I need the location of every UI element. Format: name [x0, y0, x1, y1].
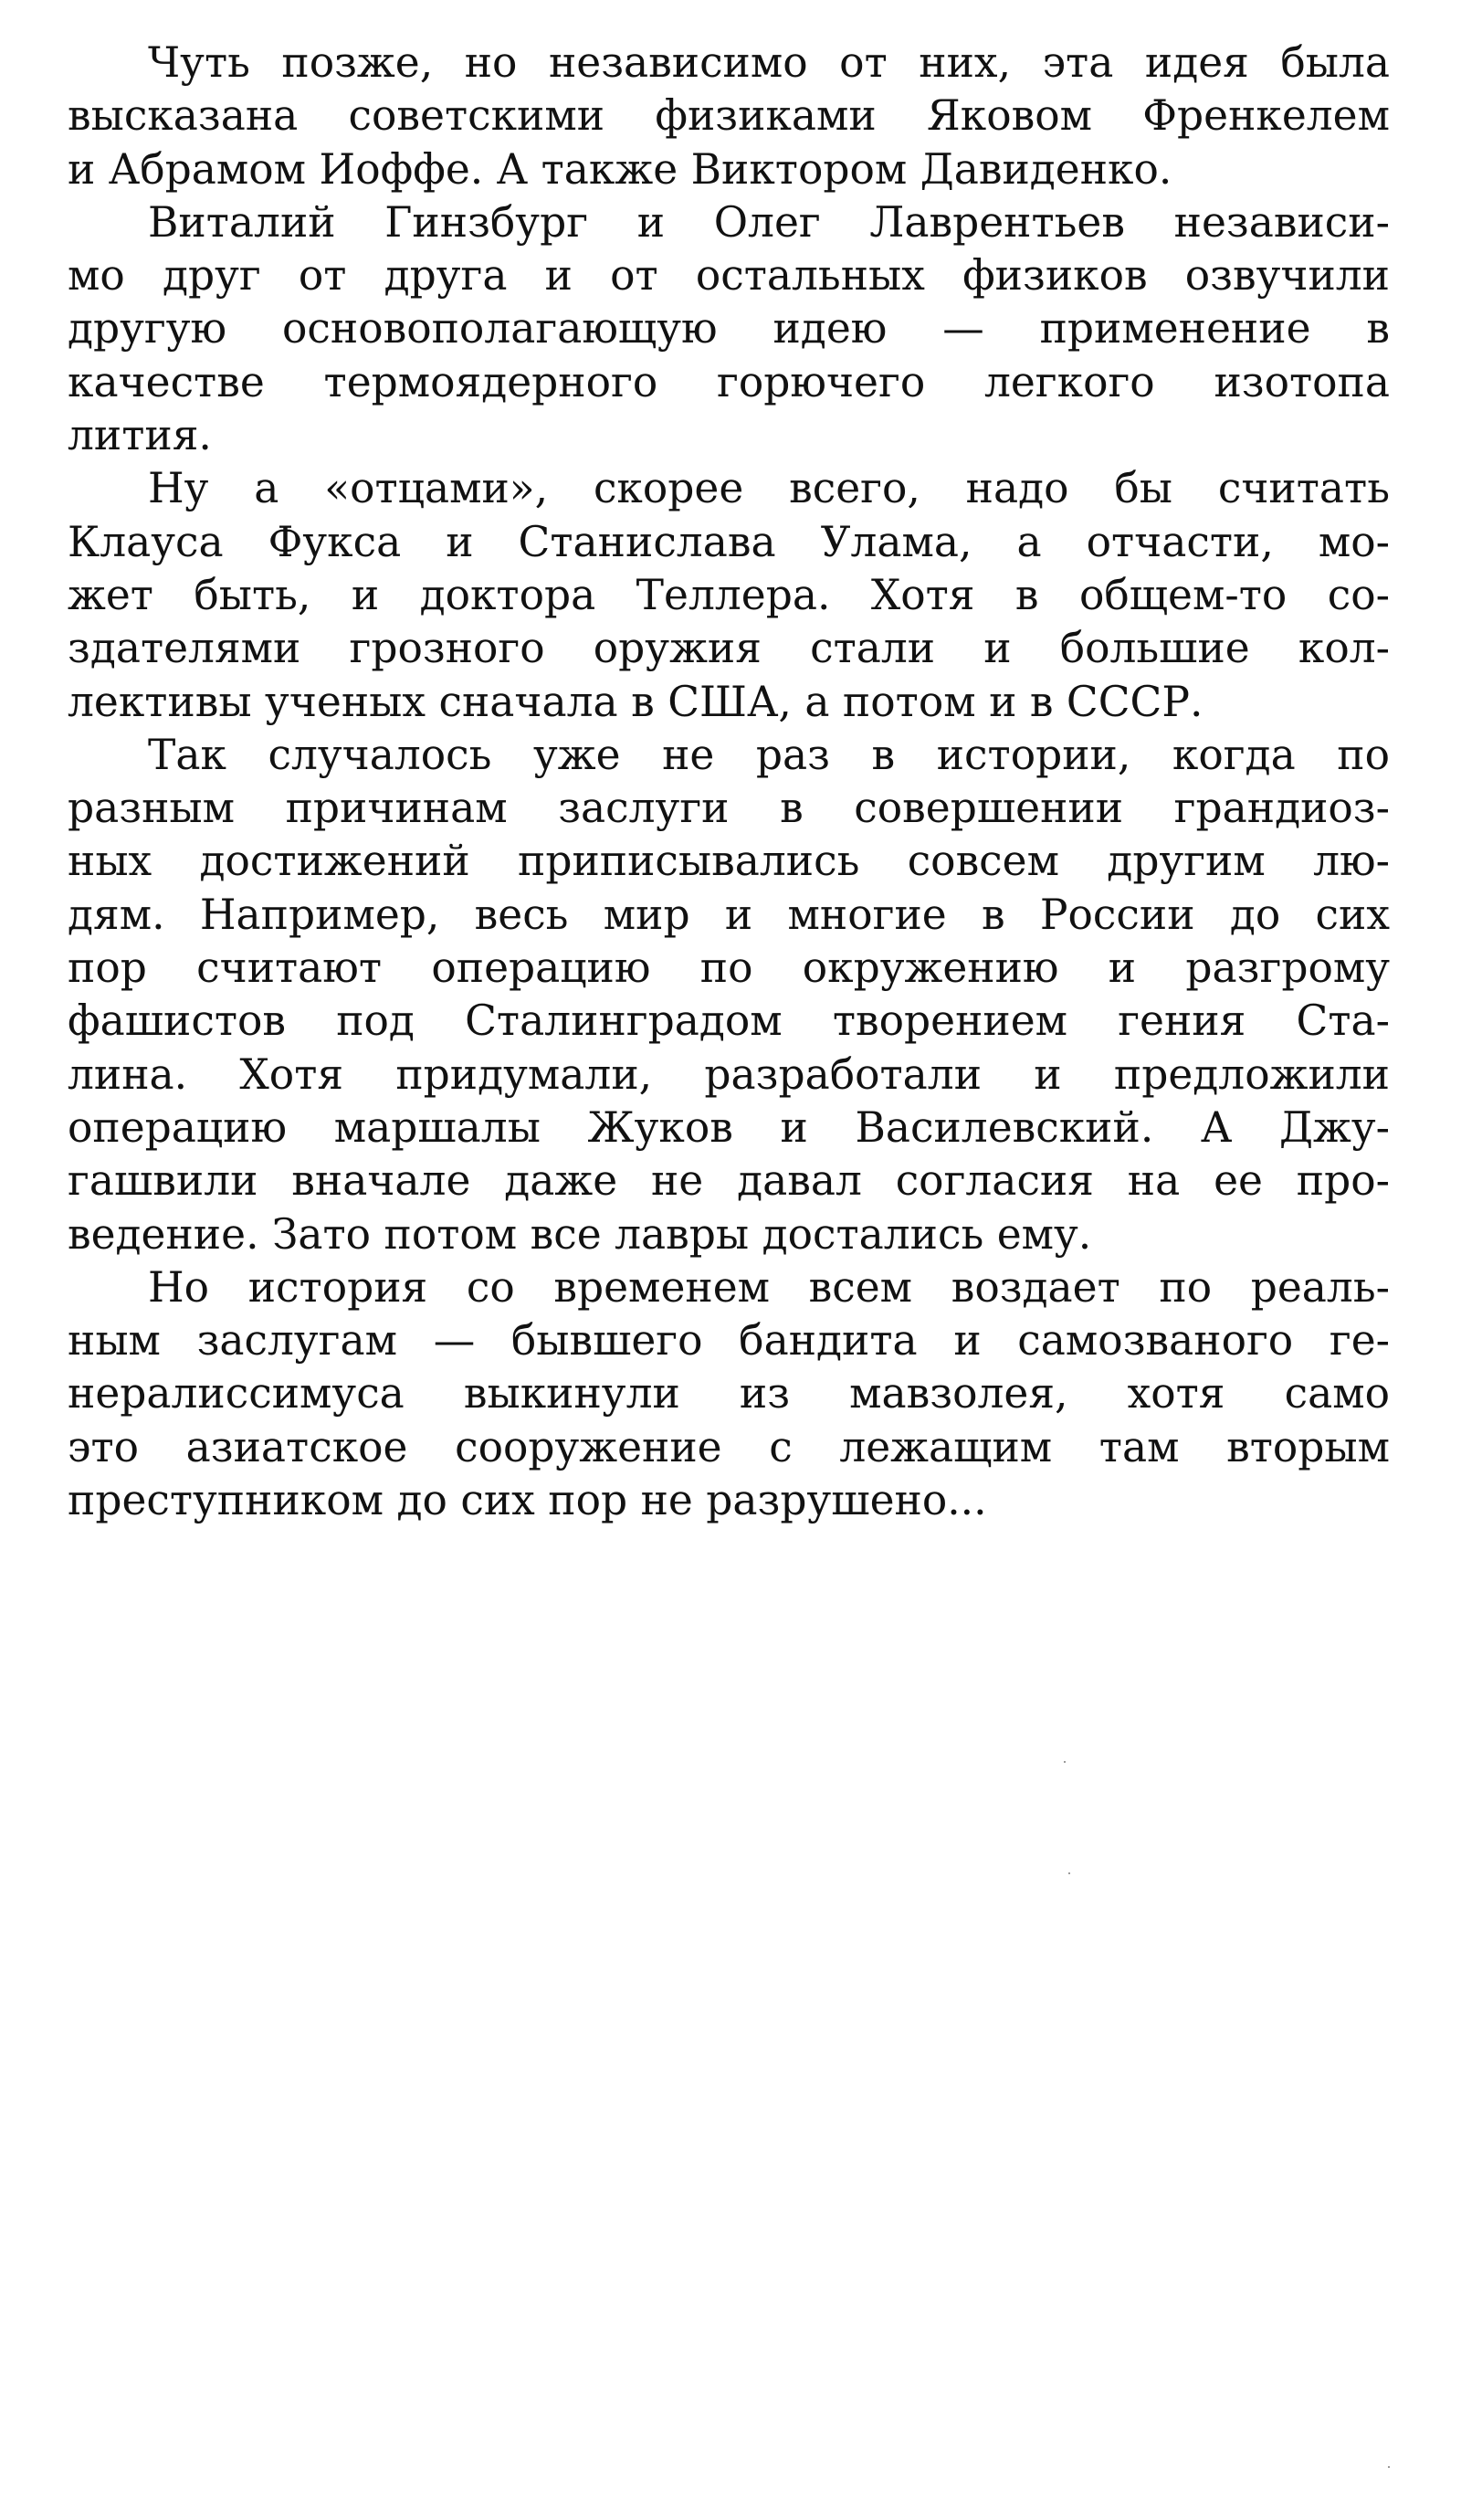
paragraph-5 [68, 1261, 1390, 1527]
text-line: ведение. Зато потом все лавры достались ему. [68, 1209, 1092, 1259]
text-line: лития. [68, 411, 212, 460]
paragraph-1 [68, 37, 1390, 196]
text-line: преступником до сих пор не разрушено... [68, 1476, 987, 1525]
text-line: ных достижений приписывались совсем другим лю- [68, 837, 1390, 886]
text-line: дям. Например, весь мир и многие в России до сих [68, 890, 1390, 939]
text-line: качестве термоядерного горючего легкого изотопа [68, 357, 1390, 406]
text-line: жет быть, и доктора Теллера. Хотя в общем-то со- [68, 570, 1390, 619]
body-text [68, 37, 1390, 1527]
text-line: Но история со временем всем воздает по реаль- [148, 1262, 1390, 1312]
scan-speck [1388, 2466, 1390, 2468]
scan-speck [1068, 1872, 1070, 1874]
text-line: мо друг от друга и от остальных физиков озвучили [68, 251, 1390, 301]
text-line: Чуть позже, но независимо от них, эта идея была [148, 38, 1390, 87]
text-line: Клауса Фукса и Станислава Улама, а отчасти, мо- [68, 517, 1390, 566]
text-line: лина. Хотя придумали, разработали и предложили [68, 1049, 1390, 1099]
text-line: операцию маршалы Жуков и Василевский. А Джу- [68, 1102, 1390, 1152]
paragraph-4 [68, 729, 1390, 1261]
text-line: фашистов под Сталинградом творением гения Ста- [68, 996, 1390, 1046]
text-line: ным заслугам — бывшего бандита и самозваного ге- [68, 1316, 1390, 1365]
text-line: и Абрамом Иоффе. А также Виктором Давиденко. [68, 144, 1172, 194]
scan-speck [1064, 1761, 1066, 1763]
text-line: Виталий Гинзбург и Олег Лаврентьев независи- [148, 197, 1390, 247]
text-line: Ну а «отцами», скорее всего, надо бы считать [148, 464, 1390, 513]
text-line: другую основополагающую идею — применение в [68, 304, 1390, 353]
text-line: Так случалось уже не раз в истории, когда по [148, 730, 1390, 779]
text-line: высказана советскими физиками Яковом Френкелем [68, 91, 1390, 141]
text-line: это азиатское сооружение с лежащим там вторым [68, 1422, 1390, 1471]
paragraph-3 [68, 462, 1390, 728]
text-line: разным причинам заслуги в совершении грандиоз- [68, 784, 1390, 833]
text-line: лективы ученых сначала в США, а потом и в СССР. [68, 677, 1203, 726]
paragraph-2 [68, 196, 1390, 462]
text-line: пор считают операцию по окружению и разгрому [68, 944, 1390, 993]
text-line: гашвили вначале даже не давал согласия на ее про- [68, 1156, 1390, 1206]
text-line: здателями грозного оружия стали и большие кол- [68, 624, 1390, 673]
text-line: нералиссимуса выкинули из мавзолея, хотя само [68, 1369, 1390, 1418]
